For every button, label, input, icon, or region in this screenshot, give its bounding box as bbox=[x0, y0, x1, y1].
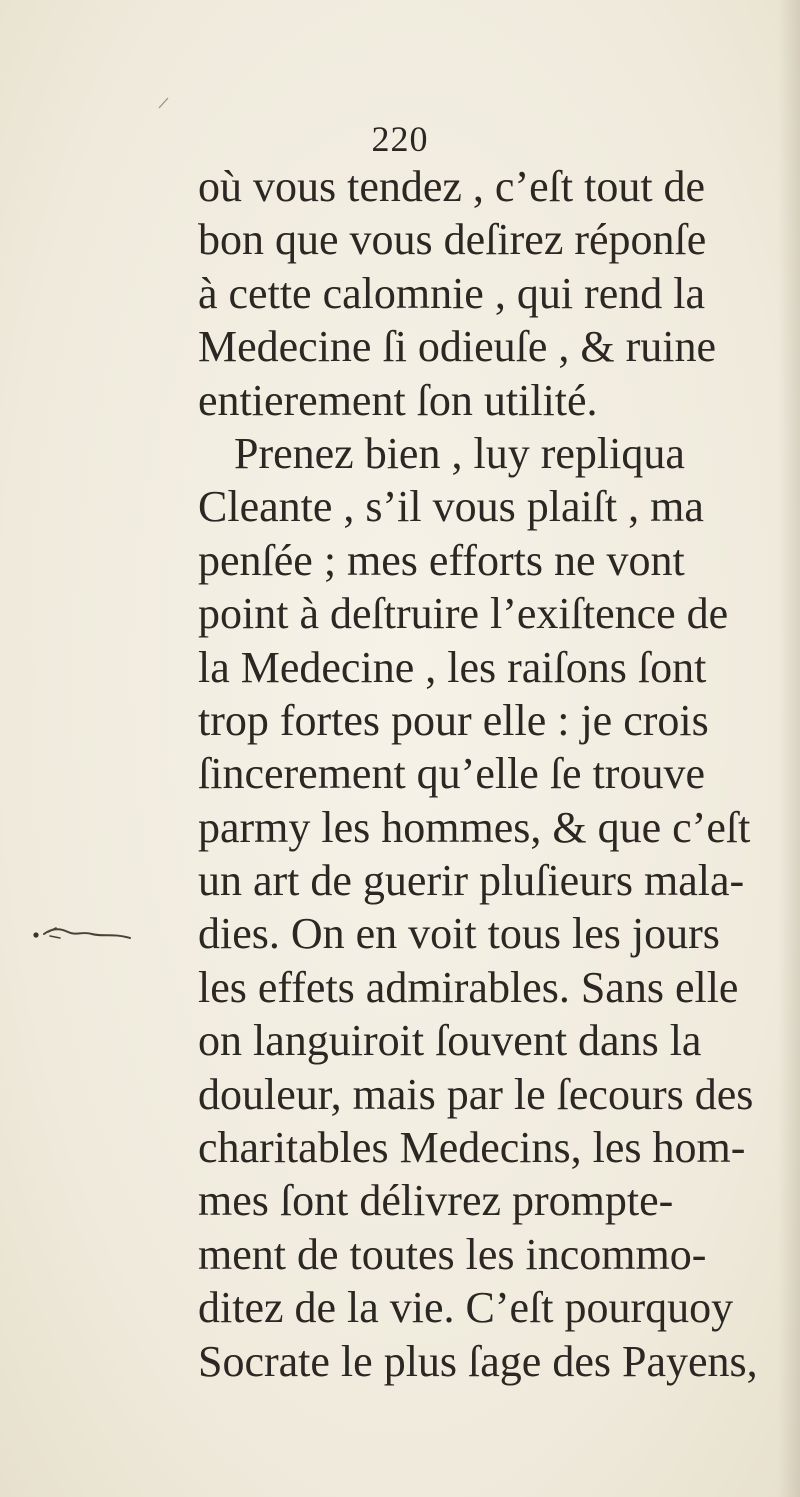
text-line: charitables Medecins, les hom- bbox=[198, 1123, 746, 1173]
text-line: entierement ſon utilité. bbox=[198, 375, 598, 425]
ink-mark bbox=[156, 96, 170, 110]
text-line: Medecine ſi odieuſe , & ruine bbox=[198, 322, 717, 372]
text-line: douleur, mais par le ſecours des bbox=[198, 1069, 754, 1119]
text-line: les effets admirables. Sans elle bbox=[198, 962, 739, 1012]
page-number: 220 bbox=[371, 119, 429, 159]
text-line: trop fortes pour elle : je crois bbox=[198, 695, 709, 745]
body-text bbox=[198, 160, 788, 1388]
text-line: mes ſont délivrez prompte- bbox=[198, 1176, 674, 1226]
text-line: bon que vous deſirez réponſe bbox=[198, 215, 707, 265]
text-line: où vous tendez , c’eſt tout de bbox=[198, 162, 706, 211]
text-line: penſée ; mes efforts ne vont bbox=[198, 535, 685, 585]
text-line: un art de guerir pluſieurs mala- bbox=[198, 856, 745, 906]
text-line: ditez de la vie. C’eſt pourquoy bbox=[198, 1283, 734, 1333]
text-line: Socrate le plus ſage des Payens, bbox=[198, 1336, 758, 1386]
text-line: Cleante , s’il vous plaiſt , ma bbox=[198, 482, 704, 532]
pointing-hand-mark bbox=[30, 922, 140, 946]
text-line: on languiroit ſouvent dans la bbox=[198, 1016, 702, 1066]
text-line: parmy les hommes, & que c’eſt bbox=[198, 802, 751, 852]
text-line: ment de toutes les incommo- bbox=[198, 1229, 707, 1279]
text-line: ſincerement qu’elle ſe trouve bbox=[198, 749, 705, 799]
paragraph-first-line: Prenez bien , luy repliqua bbox=[234, 428, 685, 478]
text-line: la Medecine , les raiſons ſont bbox=[198, 642, 707, 692]
text-line: point à deſtruire l’exiſtence de bbox=[198, 589, 729, 639]
text-line: dies. On en voit tous les jours bbox=[198, 909, 720, 959]
text-line: à cette calomnie , qui rend la bbox=[198, 268, 705, 318]
